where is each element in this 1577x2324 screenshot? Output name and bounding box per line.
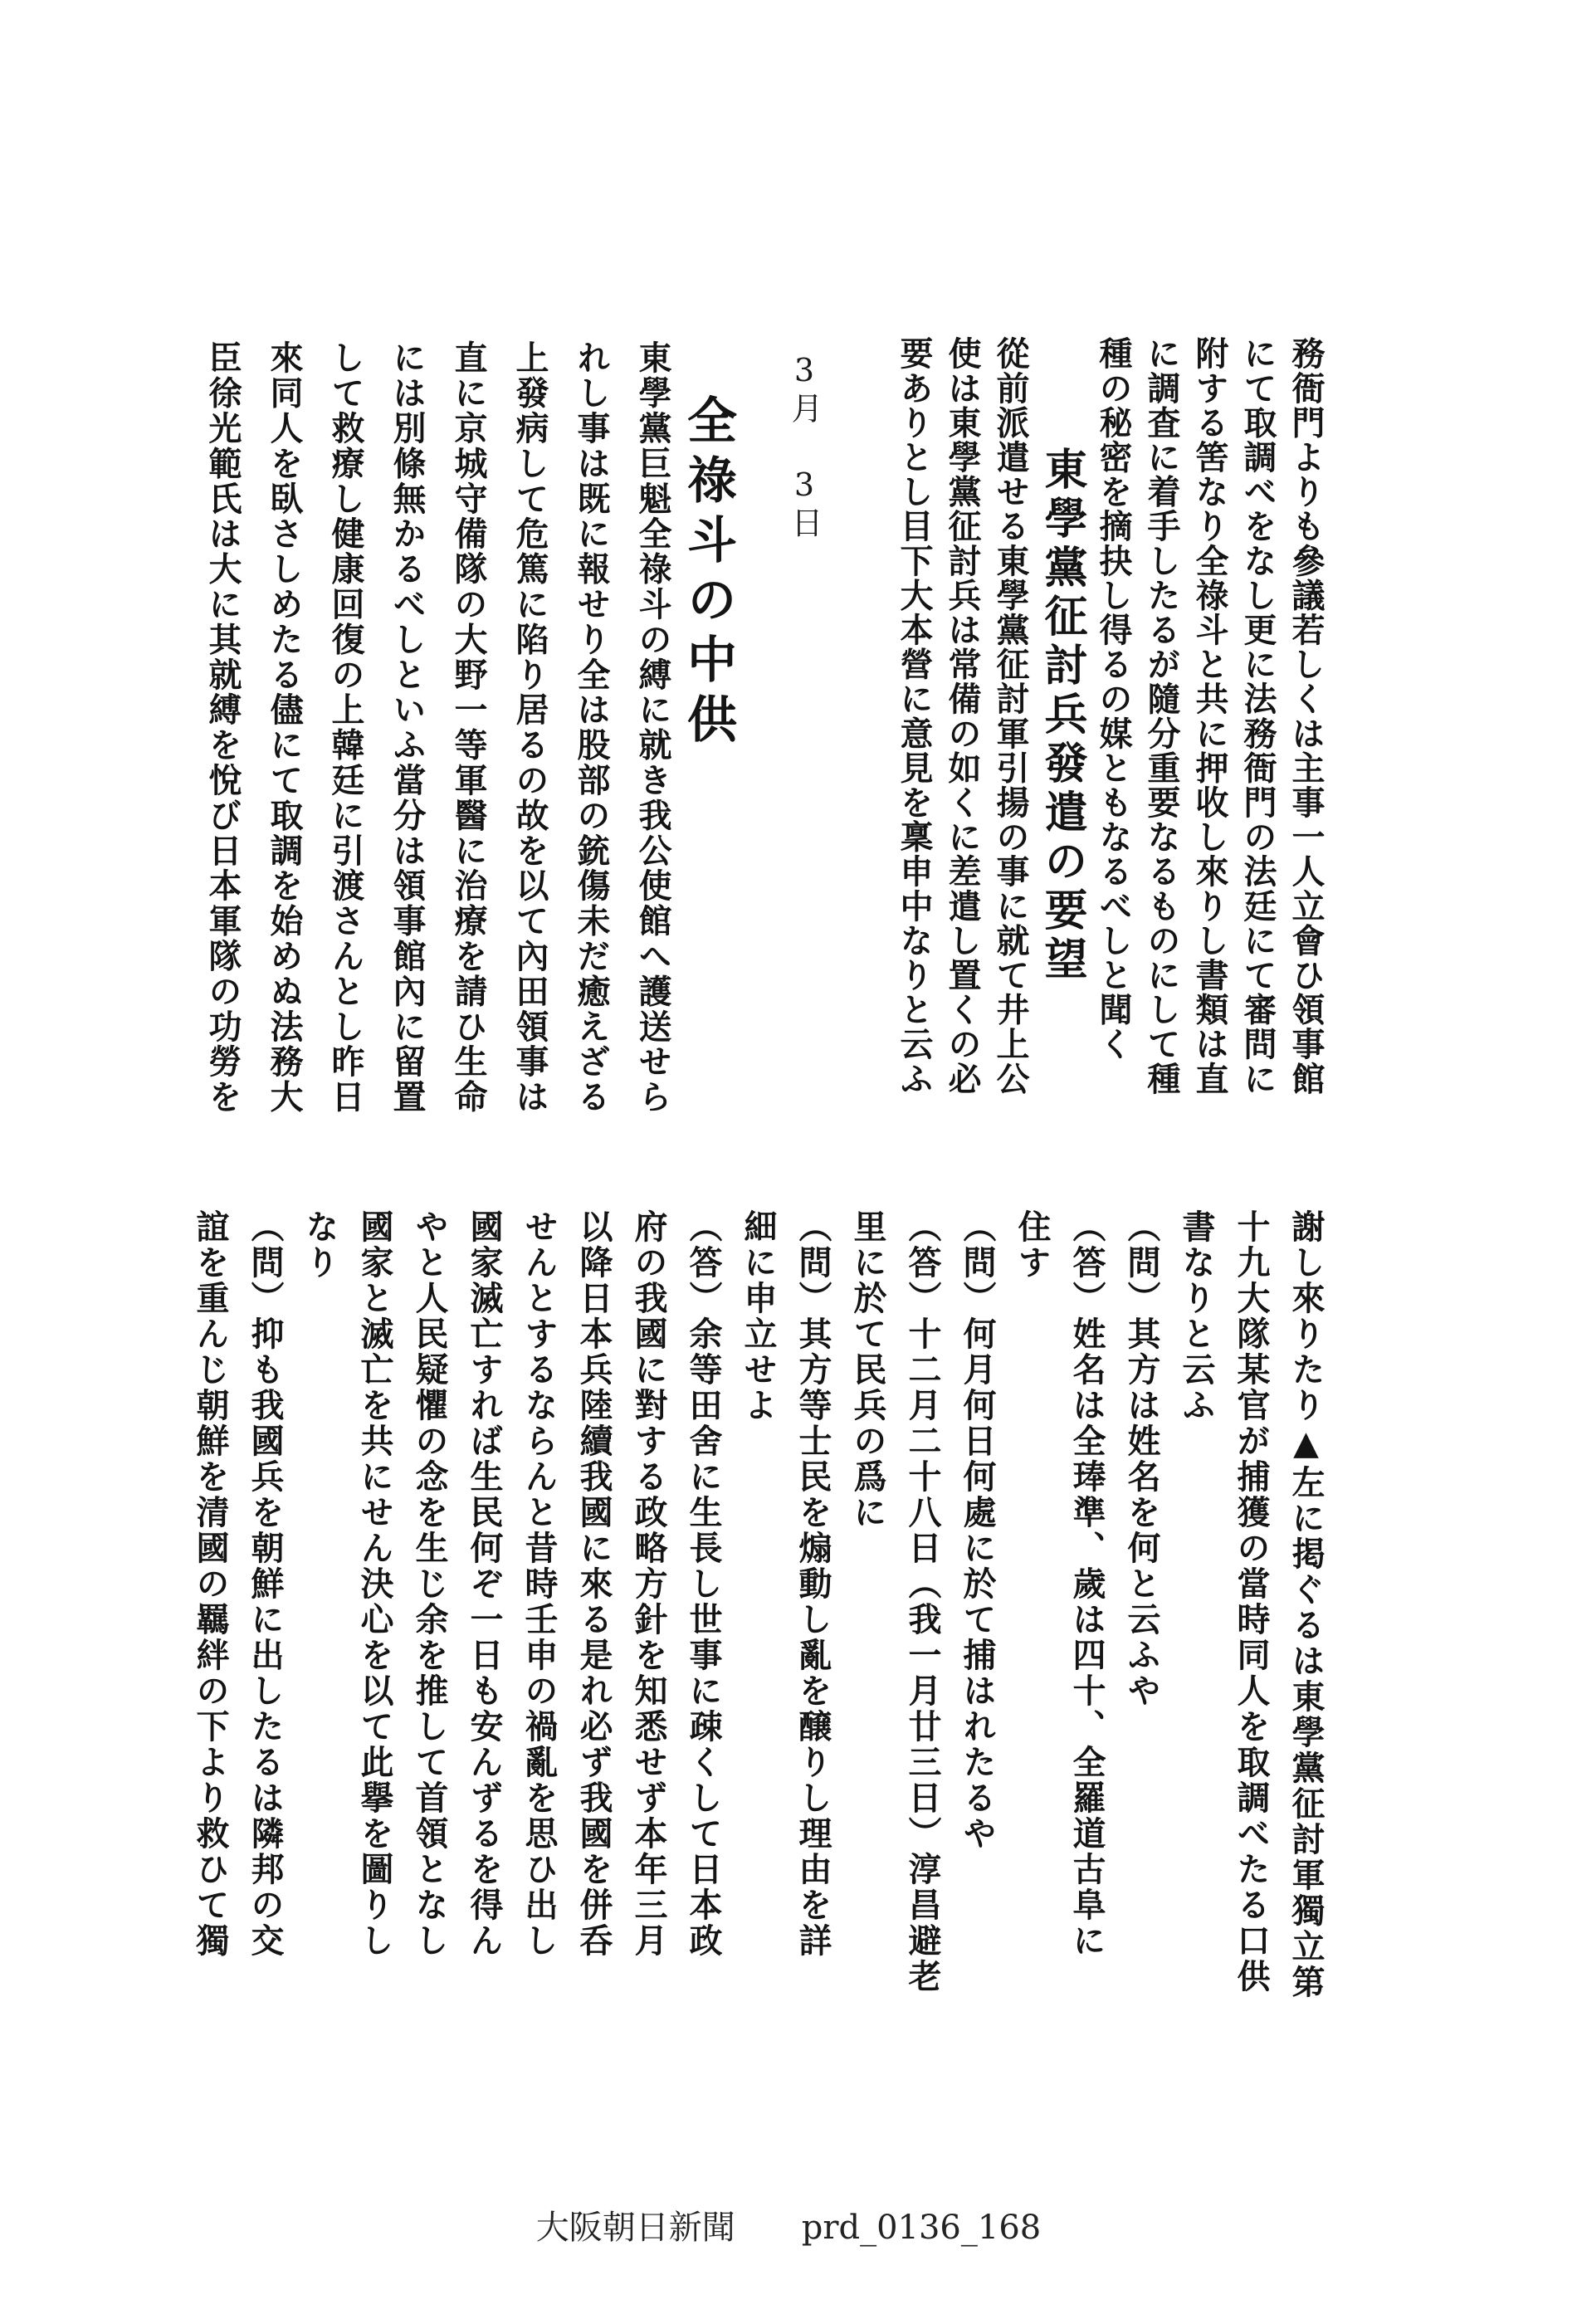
article-line: 從前派遣せる東學黨征討軍引揚の事に就て井上公 [991, 336, 1030, 1096]
article-line: （答）十二月二十八日（我一月廿三日）淳昌避老 [903, 1209, 942, 1994]
article-line: 務衙門よりも參議若しくは主事一人立會ひ領事館 [1286, 336, 1326, 1096]
article-line: 以降日本兵陸續我國に來る是れ必ず我國を併呑 [574, 1209, 613, 1959]
article-line: （答）余等田舍に生長し世事に疎くして日本政 [684, 1209, 723, 1959]
article-line: 細に申立せよ [739, 1209, 778, 1423]
article-line: 誼を重んじ朝鮮を清國の羈絆の下より救ひて獨 [191, 1209, 230, 1959]
article-line: （問）何月何日何處に於て捕はれたるや [958, 1209, 997, 1852]
article-line: れし事は既に報せり全は股部の銃傷未だ癒えざる [572, 340, 611, 1115]
article-line: 國家滅亡すれば生民何ぞ一日も安んずるを得ん [465, 1209, 504, 1959]
article-line: （問）其方は姓名を何と云ふや [1122, 1209, 1161, 1709]
page-id: prd_0136_168 [801, 2209, 1042, 2247]
article-heading: 全祿斗の中供 [679, 394, 737, 753]
article-line: やと人民疑懼の念を生じ余を推して首領となし [410, 1209, 449, 1959]
article-line: （答）姓名は全琫準、歲は四十、全羅道古阜に [1067, 1209, 1106, 1959]
article-top-left [192, 340, 737, 1120]
article-line: 種の秘密を摘抉し得るの媒ともなるべしと聞く [1094, 336, 1133, 1062]
newspaper-name: 大阪朝日新聞 [535, 2209, 735, 2247]
article-line: して救療し健康回復の上韓廷に引渡さんとし昨日 [326, 340, 365, 1115]
article-line: にて取調べをなし更に法務衙門の法廷にて審問に [1238, 336, 1277, 1096]
article-line: 里に於て民兵の爲に [848, 1209, 887, 1531]
article-bottom [183, 1209, 1333, 2006]
article-line: 十九大隊某官が捕獲の當時同人を取調べたる口供 [1232, 1209, 1271, 1994]
article-line: 東學黨巨魁全祿斗の縛に就き我公使館へ護送せら [633, 340, 672, 1115]
article-line: 書なりと云ふ [1177, 1209, 1216, 1423]
article-line: （問）抑も我國兵を朝鮮に出したるは隣邦の交 [246, 1209, 285, 1959]
article-line: 謝し來りたり▲左に掲ぐるは東學黨征討軍獨立第 [1286, 1209, 1326, 2000]
article-heading: 東學黨征討兵發遣の要望 [1037, 447, 1087, 985]
date-label: 3月 3日 [786, 352, 823, 541]
article-line: に調査に着手したるが隨分重要なるものにして種 [1142, 336, 1181, 1096]
article-line: 直に京城守備隊の大野一等軍醫に治療を請ひ生命 [449, 340, 488, 1115]
article-line: 使は東學黨征討兵は常備の如くに差遣し置くの必 [943, 336, 982, 1096]
article-line: なり [300, 1209, 339, 1281]
article-line: 國家と滅亡を共にせん決心を以て此擧を圖りし [355, 1209, 394, 1959]
article-line: 附する筈なり全祿斗と共に押收し來りし書類は直 [1190, 336, 1229, 1096]
article-line: 上發病して危篤に陷り居るの故を以て內田領事は [510, 340, 549, 1115]
article-top-right [890, 336, 1330, 1108]
article-line: 要ありとし目下大本營に意見を稟申中なりと云ふ [895, 336, 934, 1096]
article-line: 來同人を臥さしめたる儘にて取調を始めぬ法務大 [265, 340, 304, 1115]
article-line: せんとするならんと昔時壬申の禍亂を思ひ出し [520, 1209, 559, 1959]
article-line: には別條無かるべしといふ當分は領事館內に留置 [388, 340, 427, 1115]
article-line: 臣徐光範氏は大に其就縛を悅び日本軍隊の功勞を [203, 340, 242, 1115]
page-footer [0, 2201, 1577, 2248]
article-line: 住す [1013, 1209, 1052, 1281]
article-line: （問）其方等士民を煽動し亂を醸りし理由を詳 [793, 1209, 832, 1959]
article-line: 府の我國に對する政略方針を知悉せず本年三月 [629, 1209, 668, 1959]
